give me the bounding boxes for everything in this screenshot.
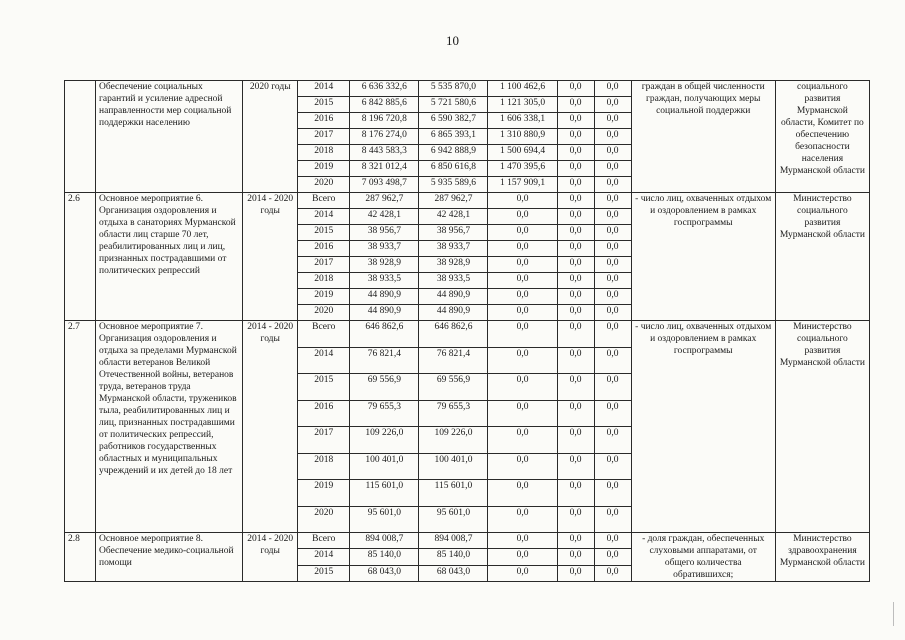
total-cell: 894 008,7 bbox=[350, 533, 419, 549]
year-cell: 2018 bbox=[298, 273, 350, 289]
extra-budget-cell: 0,0 bbox=[594, 209, 631, 225]
regional-budget-cell: 6 590 382,7 bbox=[419, 113, 488, 129]
total-cell: 8 443 583,3 bbox=[350, 145, 419, 161]
federal-budget-cell: 0,0 bbox=[488, 321, 557, 348]
measure-name: Основное мероприятие 8. Обеспечение медико-социальной помощи bbox=[96, 533, 243, 582]
federal-budget-cell: 0,0 bbox=[488, 241, 557, 257]
federal-budget-cell: 0,0 bbox=[488, 549, 557, 565]
regional-budget-cell: 95 601,0 bbox=[419, 506, 488, 533]
extra-budget-cell: 0,0 bbox=[594, 145, 631, 161]
extra-budget-cell: 0,0 bbox=[594, 81, 631, 97]
year-cell: 2015 bbox=[298, 565, 350, 581]
year-cell: Всего bbox=[298, 193, 350, 209]
regional-budget-cell: 69 556,9 bbox=[419, 374, 488, 401]
period-cell: 2014 - 2020 годы bbox=[243, 321, 298, 533]
local-budget-cell: 0,0 bbox=[557, 374, 594, 401]
year-cell: 2019 bbox=[298, 289, 350, 305]
measure-name: Основное мероприятие 7. Организация оздоровления и отдыха за пределами Мурманской области ветеранов Великой Отечественной войны, ветеранов труда, ветеранов труда Мурманской области, тружеников тыла, реабилитированных лиц и лиц, признанных пострадавшими от политических репрессий, работников государственных областных и муниципальных учреждений и их детей до 18 лет bbox=[96, 321, 243, 533]
executor-cell: Министерство здравоохранения Мурманской области bbox=[775, 533, 869, 582]
total-cell: 109 226,0 bbox=[350, 427, 419, 454]
federal-budget-cell: 0,0 bbox=[488, 453, 557, 480]
period-cell: 2014 - 2020 годы bbox=[243, 533, 298, 582]
total-cell: 79 655,3 bbox=[350, 400, 419, 427]
item-number bbox=[65, 81, 96, 193]
local-budget-cell: 0,0 bbox=[557, 347, 594, 374]
regional-budget-cell: 5 721 580,6 bbox=[419, 97, 488, 113]
local-budget-cell: 0,0 bbox=[557, 480, 594, 507]
regional-budget-cell: 6 942 888,9 bbox=[419, 145, 488, 161]
federal-budget-cell: 0,0 bbox=[488, 427, 557, 454]
total-cell: 100 401,0 bbox=[350, 453, 419, 480]
regional-budget-cell: 68 043,0 bbox=[419, 565, 488, 581]
federal-budget-cell: 1 470 395,6 bbox=[488, 161, 557, 177]
federal-budget-cell: 1 606 338,1 bbox=[488, 113, 557, 129]
executor-cell: Министерство социального развития Мурманской области bbox=[775, 321, 869, 533]
local-budget-cell: 0,0 bbox=[557, 193, 594, 209]
regional-budget-cell: 38 933,5 bbox=[419, 273, 488, 289]
item-number: 2.8 bbox=[65, 533, 96, 582]
regional-budget-cell: 5 535 870,0 bbox=[419, 81, 488, 97]
extra-budget-cell: 0,0 bbox=[594, 533, 631, 549]
extra-budget-cell: 0,0 bbox=[594, 549, 631, 565]
year-cell: 2017 bbox=[298, 129, 350, 145]
federal-budget-cell: 0,0 bbox=[488, 193, 557, 209]
local-budget-cell: 0,0 bbox=[557, 427, 594, 454]
program-table bbox=[64, 80, 870, 582]
local-budget-cell: 0,0 bbox=[557, 241, 594, 257]
year-cell: 2015 bbox=[298, 225, 350, 241]
regional-budget-cell: 115 601,0 bbox=[419, 480, 488, 507]
year-cell: 2019 bbox=[298, 161, 350, 177]
local-budget-cell: 0,0 bbox=[557, 305, 594, 321]
local-budget-cell: 0,0 bbox=[557, 129, 594, 145]
regional-budget-cell: 44 890,9 bbox=[419, 289, 488, 305]
table-row bbox=[65, 533, 870, 549]
regional-budget-cell: 646 862,6 bbox=[419, 321, 488, 348]
extra-budget-cell: 0,0 bbox=[594, 97, 631, 113]
table-row bbox=[65, 81, 870, 97]
local-budget-cell: 0,0 bbox=[557, 209, 594, 225]
total-cell: 85 140,0 bbox=[350, 549, 419, 565]
federal-budget-cell: 0,0 bbox=[488, 305, 557, 321]
local-budget-cell: 0,0 bbox=[557, 257, 594, 273]
period-cell: 2020 годы bbox=[243, 81, 298, 193]
federal-budget-cell: 0,0 bbox=[488, 400, 557, 427]
total-cell: 7 093 498,7 bbox=[350, 177, 419, 193]
total-cell: 8 321 012,4 bbox=[350, 161, 419, 177]
local-budget-cell: 0,0 bbox=[557, 289, 594, 305]
federal-budget-cell: 1 121 305,0 bbox=[488, 97, 557, 113]
local-budget-cell: 0,0 bbox=[557, 177, 594, 193]
total-cell: 42 428,1 bbox=[350, 209, 419, 225]
local-budget-cell: 0,0 bbox=[557, 145, 594, 161]
item-number: 2.7 bbox=[65, 321, 96, 533]
extra-budget-cell: 0,0 bbox=[594, 321, 631, 348]
local-budget-cell: 0,0 bbox=[557, 225, 594, 241]
extra-budget-cell: 0,0 bbox=[594, 193, 631, 209]
total-cell: 38 933,5 bbox=[350, 273, 419, 289]
regional-budget-cell: 894 008,7 bbox=[419, 533, 488, 549]
year-cell: 2014 bbox=[298, 81, 350, 97]
federal-budget-cell: 0,0 bbox=[488, 347, 557, 374]
year-cell: 2018 bbox=[298, 453, 350, 480]
extra-budget-cell: 0,0 bbox=[594, 565, 631, 581]
indicator-cell: - число лиц, охваченных отдыхом и оздоровлением в рамках госпрограммы bbox=[631, 193, 775, 321]
year-cell: 2014 bbox=[298, 347, 350, 374]
total-cell: 76 821,4 bbox=[350, 347, 419, 374]
federal-budget-cell: 1 100 462,6 bbox=[488, 81, 557, 97]
year-cell: 2014 bbox=[298, 209, 350, 225]
year-cell: 2015 bbox=[298, 97, 350, 113]
extra-budget-cell: 0,0 bbox=[594, 225, 631, 241]
extra-budget-cell: 0,0 bbox=[594, 347, 631, 374]
regional-budget-cell: 76 821,4 bbox=[419, 347, 488, 374]
total-cell: 8 176 274,0 bbox=[350, 129, 419, 145]
year-cell: 2017 bbox=[298, 427, 350, 454]
extra-budget-cell: 0,0 bbox=[594, 400, 631, 427]
extra-budget-cell: 0,0 bbox=[594, 506, 631, 533]
local-budget-cell: 0,0 bbox=[557, 453, 594, 480]
extra-budget-cell: 0,0 bbox=[594, 453, 631, 480]
extra-budget-cell: 0,0 bbox=[594, 257, 631, 273]
year-cell: 2019 bbox=[298, 480, 350, 507]
federal-budget-cell: 0,0 bbox=[488, 289, 557, 305]
federal-budget-cell: 0,0 bbox=[488, 565, 557, 581]
table-row bbox=[65, 321, 870, 348]
regional-budget-cell: 38 928,9 bbox=[419, 257, 488, 273]
extra-budget-cell: 0,0 bbox=[594, 129, 631, 145]
executor-cell: социального развития Мурманской области, Комитет по обеспечению безопасности населения Мурманской области bbox=[775, 81, 869, 193]
extra-budget-cell: 0,0 bbox=[594, 305, 631, 321]
regional-budget-cell: 100 401,0 bbox=[419, 453, 488, 480]
indicator-cell: - доля граждан, обеспеченных слуховыми аппаратами, от общего количества обратившихся; bbox=[631, 533, 775, 582]
total-cell: 38 933,7 bbox=[350, 241, 419, 257]
federal-budget-cell: 1 157 909,1 bbox=[488, 177, 557, 193]
total-cell: 38 956,7 bbox=[350, 225, 419, 241]
total-cell: 646 862,6 bbox=[350, 321, 419, 348]
extra-budget-cell: 0,0 bbox=[594, 289, 631, 305]
page-number: 10 bbox=[446, 33, 459, 48]
regional-budget-cell: 79 655,3 bbox=[419, 400, 488, 427]
regional-budget-cell: 42 428,1 bbox=[419, 209, 488, 225]
executor-cell: Министерство социального развития Мурманской области bbox=[775, 193, 869, 321]
total-cell: 44 890,9 bbox=[350, 305, 419, 321]
indicator-cell: граждан в общей численности граждан, получающих меры социальной поддержки bbox=[631, 81, 775, 193]
period-cell: 2014 - 2020 годы bbox=[243, 193, 298, 321]
local-budget-cell: 0,0 bbox=[557, 113, 594, 129]
regional-budget-cell: 109 226,0 bbox=[419, 427, 488, 454]
extra-budget-cell: 0,0 bbox=[594, 177, 631, 193]
regional-budget-cell: 44 890,9 bbox=[419, 305, 488, 321]
year-cell: 2016 bbox=[298, 241, 350, 257]
measure-name: Основное мероприятие 6. Организация оздоровления и отдыха в санаториях Мурманской области лиц старше 70 лет, реабилитированных лиц и лиц, признанных пострадавшими от политических репрессий bbox=[96, 193, 243, 321]
extra-budget-cell: 0,0 bbox=[594, 273, 631, 289]
local-budget-cell: 0,0 bbox=[557, 273, 594, 289]
federal-budget-cell: 0,0 bbox=[488, 374, 557, 401]
year-cell: 2020 bbox=[298, 506, 350, 533]
local-budget-cell: 0,0 bbox=[557, 161, 594, 177]
total-cell: 38 928,9 bbox=[350, 257, 419, 273]
total-cell: 287 962,7 bbox=[350, 193, 419, 209]
total-cell: 115 601,0 bbox=[350, 480, 419, 507]
local-budget-cell: 0,0 bbox=[557, 533, 594, 549]
year-cell: 2016 bbox=[298, 113, 350, 129]
local-budget-cell: 0,0 bbox=[557, 400, 594, 427]
extra-budget-cell: 0,0 bbox=[594, 480, 631, 507]
local-budget-cell: 0,0 bbox=[557, 97, 594, 113]
total-cell: 68 043,0 bbox=[350, 565, 419, 581]
table-row bbox=[65, 193, 870, 209]
regional-budget-cell: 38 933,7 bbox=[419, 241, 488, 257]
federal-budget-cell: 1 310 880,9 bbox=[488, 129, 557, 145]
local-budget-cell: 0,0 bbox=[557, 506, 594, 533]
year-cell: Всего bbox=[298, 533, 350, 549]
year-cell: 2015 bbox=[298, 374, 350, 401]
local-budget-cell: 0,0 bbox=[557, 81, 594, 97]
regional-budget-cell: 287 962,7 bbox=[419, 193, 488, 209]
year-cell: 2020 bbox=[298, 177, 350, 193]
federal-budget-cell: 0,0 bbox=[488, 533, 557, 549]
total-cell: 44 890,9 bbox=[350, 289, 419, 305]
total-cell: 6 636 332,6 bbox=[350, 81, 419, 97]
extra-budget-cell: 0,0 bbox=[594, 113, 631, 129]
year-cell: 2020 bbox=[298, 305, 350, 321]
measure-name: Обеспечение социальных гарантий и усиление адресной направленности мер социальной поддержки населению bbox=[96, 81, 243, 193]
federal-budget-cell: 1 500 694,4 bbox=[488, 145, 557, 161]
local-budget-cell: 0,0 bbox=[557, 549, 594, 565]
federal-budget-cell: 0,0 bbox=[488, 209, 557, 225]
local-budget-cell: 0,0 bbox=[557, 565, 594, 581]
regional-budget-cell: 6 850 616,8 bbox=[419, 161, 488, 177]
year-cell: Всего bbox=[298, 321, 350, 348]
federal-budget-cell: 0,0 bbox=[488, 480, 557, 507]
total-cell: 95 601,0 bbox=[350, 506, 419, 533]
total-cell: 6 842 885,6 bbox=[350, 97, 419, 113]
total-cell: 8 196 720,8 bbox=[350, 113, 419, 129]
total-cell: 69 556,9 bbox=[350, 374, 419, 401]
extra-budget-cell: 0,0 bbox=[594, 241, 631, 257]
extra-budget-cell: 0,0 bbox=[594, 374, 631, 401]
regional-budget-cell: 38 956,7 bbox=[419, 225, 488, 241]
year-cell: 2018 bbox=[298, 145, 350, 161]
extra-budget-cell: 0,0 bbox=[594, 161, 631, 177]
federal-budget-cell: 0,0 bbox=[488, 225, 557, 241]
year-cell: 2016 bbox=[298, 400, 350, 427]
regional-budget-cell: 85 140,0 bbox=[419, 549, 488, 565]
regional-budget-cell: 5 935 589,6 bbox=[419, 177, 488, 193]
extra-budget-cell: 0,0 bbox=[594, 427, 631, 454]
federal-budget-cell: 0,0 bbox=[488, 273, 557, 289]
year-cell: 2017 bbox=[298, 257, 350, 273]
item-number: 2.6 bbox=[65, 193, 96, 321]
local-budget-cell: 0,0 bbox=[557, 321, 594, 348]
federal-budget-cell: 0,0 bbox=[488, 257, 557, 273]
federal-budget-cell: 0,0 bbox=[488, 506, 557, 533]
regional-budget-cell: 6 865 393,1 bbox=[419, 129, 488, 145]
indicator-cell: - число лиц, охваченных отдыхом и оздоровлением в рамках госпрограммы bbox=[631, 321, 775, 533]
year-cell: 2014 bbox=[298, 549, 350, 565]
margin-line bbox=[893, 602, 894, 626]
